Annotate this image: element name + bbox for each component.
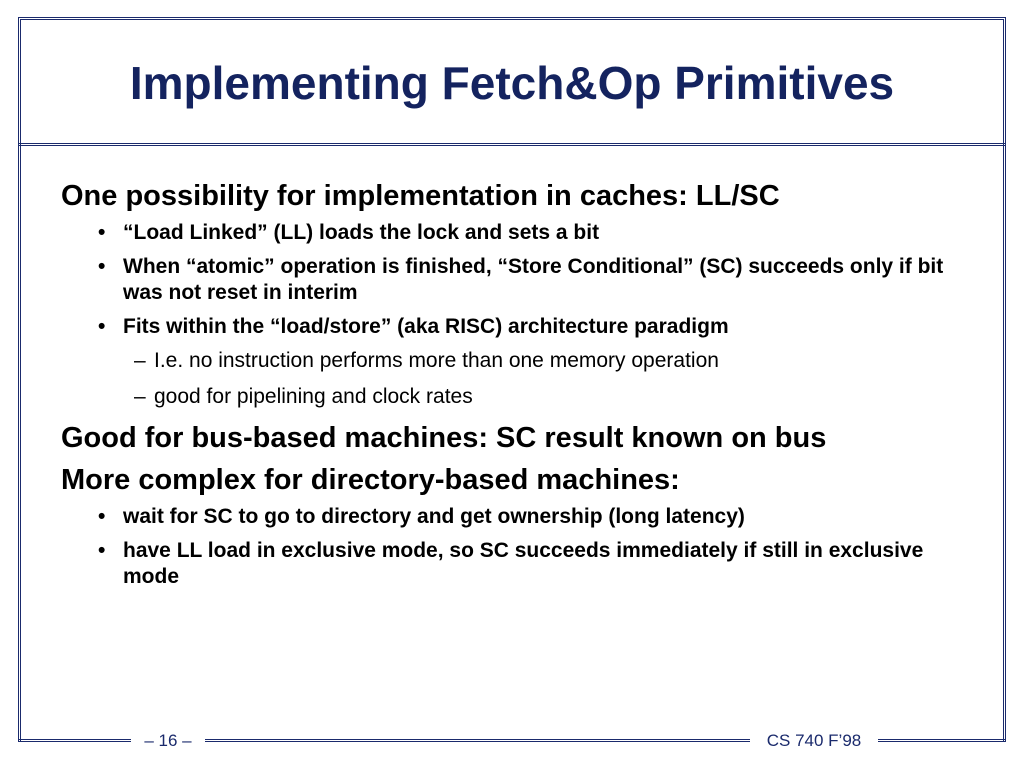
bullet-level3 [61, 384, 981, 410]
bullet-level3 [61, 348, 981, 374]
bullet-text: When “atomic” operation is finished, “Store Conditional” (SC) succeeds only if bit was not reset in interim [123, 255, 944, 304]
bullet-level2 [61, 254, 981, 306]
dash-icon: – [134, 385, 146, 408]
bullet-icon: • [98, 221, 106, 244]
slide-body [61, 178, 981, 598]
bullet-text: good for pipelining and clock rates [154, 385, 473, 408]
bullet-icon: • [98, 505, 106, 528]
footer-rule [878, 739, 1006, 742]
bullet-icon: • [98, 539, 106, 562]
bullet-level1: One possibility for implementation in caches: LL/SC [61, 180, 780, 212]
bullet-level2 [61, 314, 981, 340]
course-label: CS 740 F’98 [766, 731, 862, 750]
page-number: – 16 – [144, 731, 192, 750]
title-divider [18, 143, 1006, 146]
bullet-icon: • [98, 315, 106, 338]
footer-rule [205, 739, 750, 742]
bullet-level2 [61, 538, 981, 590]
bullet-level2 [61, 504, 981, 530]
bullet-level1: Good for bus-based machines: SC result known on bus [61, 422, 827, 454]
bullet-text: wait for SC to go to directory and get ownership (long latency) [123, 505, 745, 528]
bullet-text: “Load Linked” (LL) loads the lock and sets a bit [123, 221, 600, 244]
bullet-text: have LL load in exclusive mode, so SC succeeds immediately if still in exclusive mode [123, 539, 924, 588]
bullet-level2 [61, 220, 981, 246]
dash-icon: – [134, 349, 146, 372]
bullet-text: Fits within the “load/store” (aka RISC) architecture paradigm [123, 315, 729, 338]
footer-rule [18, 739, 131, 742]
bullet-level1: More complex for directory-based machines: [61, 464, 680, 496]
bullet-icon: • [98, 255, 106, 278]
bullet-text: I.e. no instruction performs more than one memory operation [154, 349, 719, 372]
slide-title: Implementing Fetch&Op Primitives [129, 57, 895, 109]
